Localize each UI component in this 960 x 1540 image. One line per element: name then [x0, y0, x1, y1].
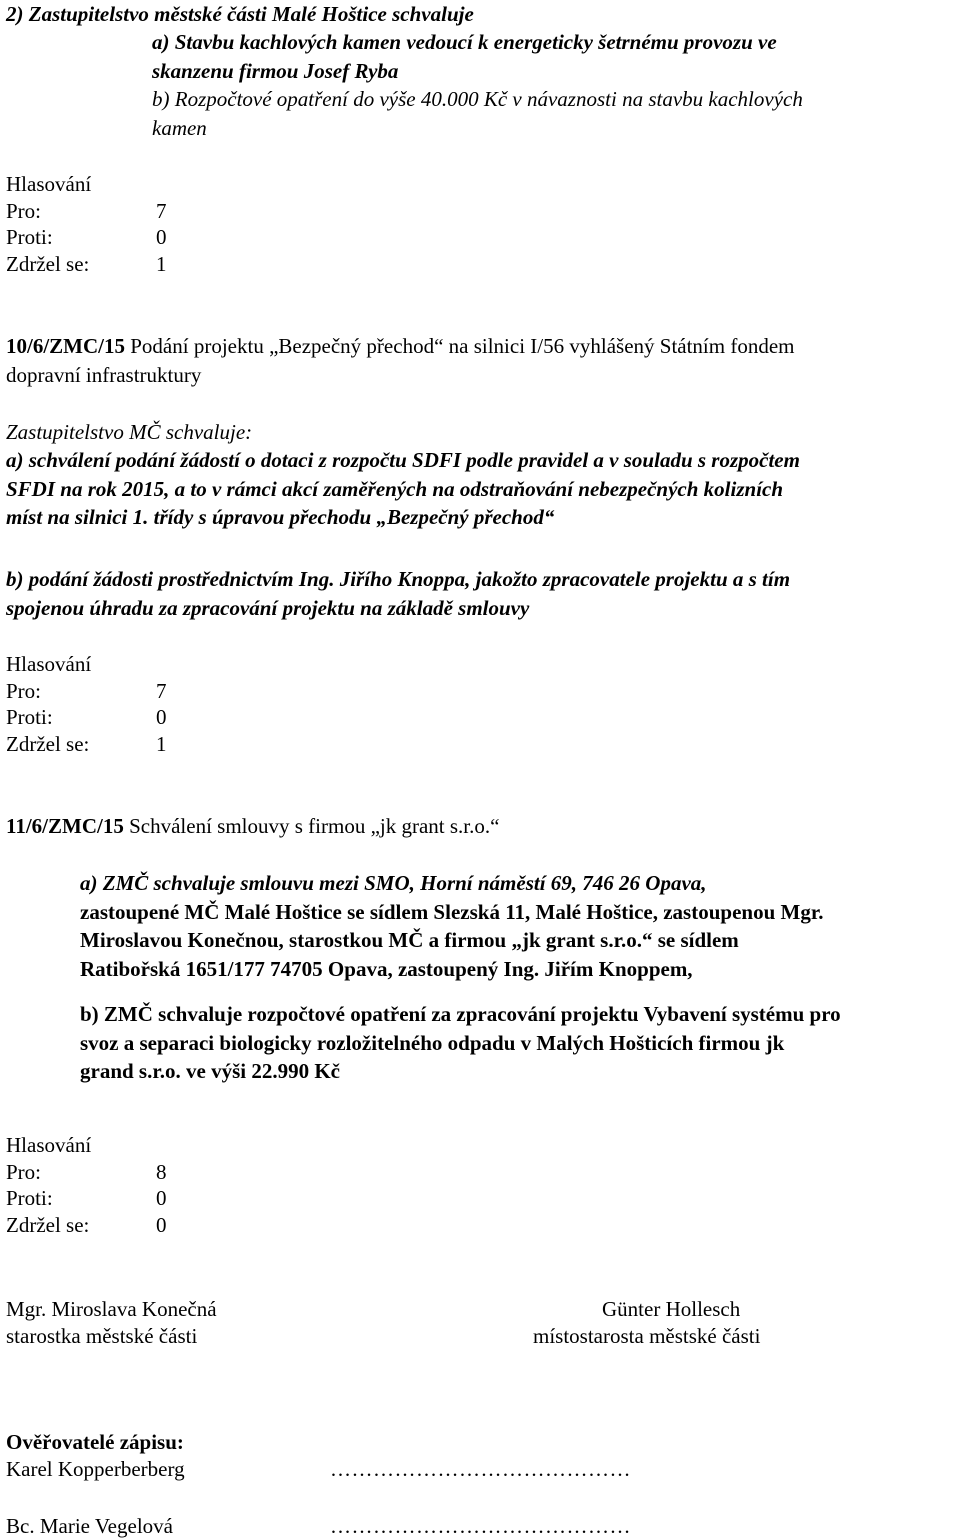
item10-code: 10/6/ZMC/15	[6, 334, 125, 358]
vote-title: Hlasování	[6, 1133, 92, 1157]
item11-a-line3: Miroslavou Konečnou, starostkou MČ a firmou „jk grant s.r.o.“ se sídlem	[80, 928, 739, 952]
vote-zdrzel-label: Zdržel se:	[6, 251, 90, 276]
item11-a-line2: zastoupené MČ Malé Hoštice se sídlem Slezská 11, Malé Hoštice, zastoupenou Mgr.	[80, 900, 824, 924]
vote-pro-label: Pro:	[6, 1159, 42, 1184]
verifier-second-name: Bc. Marie Vegelová	[6, 1514, 173, 1538]
vote-zdrzel-value: 1	[156, 731, 167, 756]
signature-right-role: místostarosta městské části	[533, 1324, 761, 1348]
vote-zdrzel-value: 0	[156, 1212, 167, 1237]
item11-title-line	[6, 812, 499, 840]
item2-a-line1: a) Stavbu kachlových kamen vedoucí k energeticky šetrnému provozu ve	[152, 30, 777, 54]
item11-b-line3: grand s.r.o. ve výši 22.990 Kč	[80, 1059, 340, 1083]
vote-pro-value: 8	[156, 1159, 167, 1184]
vote-proti-value: 0	[156, 1186, 167, 1210]
vote-proti-label: Proti:	[6, 225, 53, 249]
item2-b-line1: b) Rozpočtové opatření do výše 40.000 Kč v návaznosti na stavbu kachlových	[152, 87, 803, 111]
item10-title-line1	[6, 332, 795, 360]
item10-title: Podání projektu „Bezpečný přechod“ na silnici I/56 vyhlášený Státním fondem	[130, 334, 795, 358]
verifier-first-name: Karel Kopperberberg	[6, 1457, 185, 1481]
vote-pro-label: Pro:	[6, 198, 42, 223]
vote-proti-label: Proti:	[6, 1186, 53, 1210]
item10-approves: Zastupitelstvo MČ schvaluje:	[6, 420, 253, 444]
item10-title-line2: dopravní infrastruktury	[6, 363, 202, 387]
verifier-first-signature-line: ……………………………………	[330, 1457, 631, 1481]
item10-b-line1: b) podání žádosti prostřednictvím Ing. Jiřího Knoppa, jakožto zpracovatele projektu a s tím	[6, 567, 791, 591]
item10-vote	[6, 651, 167, 757]
vote-proti-value: 0	[156, 705, 167, 729]
item10-a-line2: SFDI na rok 2015, a to v rámci akcí zaměřených na odstraňování nebezpečných kolizních	[6, 477, 784, 501]
vote-zdrzel-label: Zdržel se:	[6, 1212, 90, 1237]
item2-a-line2: skanzenu firmou Josef Ryba	[152, 59, 399, 83]
signature-left-role: starostka městské části	[6, 1324, 198, 1348]
item11-title: Schválení smlouvy s firmou „jk grant s.r.o.“	[129, 814, 500, 838]
item11-a-line4: Ratibořská 1651/177 74705 Opava, zastoupený Ing. Jiřím Knoppem,	[80, 957, 693, 981]
item2-b-line2: kamen	[152, 116, 207, 140]
vote-title: Hlasování	[6, 172, 92, 196]
item11-a-line1: a) ZMČ schvaluje smlouvu mezi SMO, Horní náměstí 69, 746 26 Opava,	[80, 871, 707, 895]
verifier-second-signature-line: ……………………………………	[330, 1514, 631, 1538]
item10-a-line1: a) schválení podání žádostí o dotaci z rozpočtu SDFI podle pravidel a v souladu s rozpočtem	[6, 448, 800, 472]
item11-vote	[6, 1132, 167, 1238]
item2-heading: 2) Zastupitelstvo městské části Malé Hoštice schvaluje	[6, 2, 474, 26]
vote-pro-label: Pro:	[6, 678, 42, 703]
signature-left-name: Mgr. Miroslava Konečná	[6, 1297, 217, 1321]
vote-zdrzel-value: 1	[156, 251, 167, 276]
vote-pro-value: 7	[156, 198, 167, 223]
item11-b-line2: svoz a separaci biologicky rozložitelného odpadu v Malých Hošticích firmou jk	[80, 1031, 785, 1055]
verifiers-heading: Ověřovatelé zápisu:	[6, 1430, 184, 1454]
item10-a-line3: míst na silnici 1. třídy s úpravou přechodu „Bezpečný přechod“	[6, 505, 555, 529]
signature-right-name: Günter Hollesch	[602, 1297, 741, 1321]
item11-b-line1: b) ZMČ schvaluje rozpočtové opatření za zpracování projektu Vybavení systému pro	[80, 1002, 841, 1026]
item10-b-line2: spojenou úhradu za zpracování projektu na základě smlouvy	[6, 596, 530, 620]
vote-proti-value: 0	[156, 225, 167, 249]
vote-pro-value: 7	[156, 678, 167, 703]
vote-title: Hlasování	[6, 652, 92, 676]
vote-zdrzel-label: Zdržel se:	[6, 731, 90, 756]
item11-code: 11/6/ZMC/15	[6, 814, 124, 838]
item2-vote	[6, 171, 167, 277]
vote-proti-label: Proti:	[6, 705, 53, 729]
